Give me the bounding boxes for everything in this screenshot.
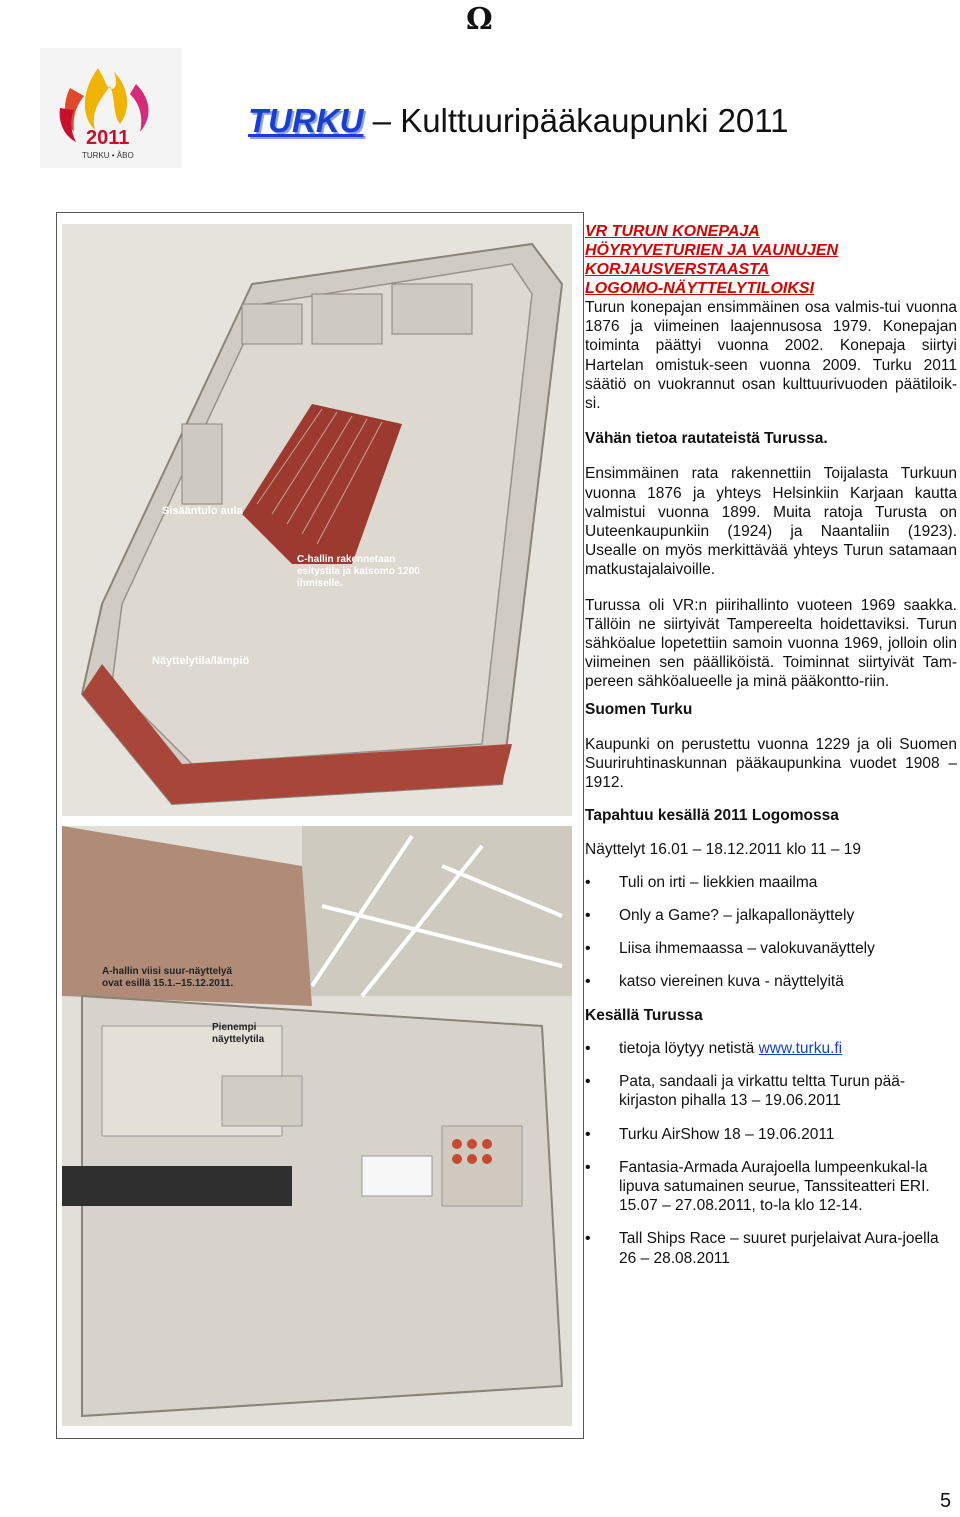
list-item: • Tuli on irti – liekkien maailma bbox=[585, 873, 957, 892]
label-c-halli: C-hallin rakennetaan esitystila ja katsomo 1200 ihmiselle. bbox=[297, 554, 420, 589]
label-nayttelytila: Näyttelytila/lämpiö bbox=[152, 655, 250, 667]
city-heading: Suomen Turku bbox=[585, 700, 693, 718]
list-item: • Pata, sandaali ja virkattu teltta Turun pää-kirjaston pihalla 13 – 19.06.2011 bbox=[585, 1072, 957, 1110]
label-a-halli: A-hallin viisi suur-näyttelyä ovat esillä 15.1.–15.12.2011. bbox=[102, 966, 234, 989]
label-pienempi: Pienempi näyttelytila bbox=[212, 1022, 265, 1045]
exhibitions-line: Näyttelyt 16.01 – 18.12.2011 klo 11 – 19 bbox=[585, 840, 862, 858]
list-item: • Turku AirShow 18 – 19.06.2011 bbox=[585, 1125, 957, 1144]
city-paragraph: Kaupunki on perustettu vuonna 1229 ja oli Suomen Suuriruhtinaskunnan pääkaupunkina vuodet 1908 – 1912. bbox=[585, 735, 957, 792]
title-city: TURKU bbox=[248, 102, 364, 139]
logomo-floorplan-upper bbox=[62, 224, 572, 816]
page-title: TURKU – Kulttuuripääkaupunki 2011 bbox=[248, 102, 789, 139]
logo-subtext: TURKU • ÅBO bbox=[82, 151, 134, 160]
summer-heading: Kesällä Turussa bbox=[585, 1006, 703, 1024]
rail-paragraph: Ensimmäinen rata rakennettiin Toijalasta Turkuun vuonna 1876 ja yhteys Helsinkiin Karjaan kautta valmistui vuonna 1899. Muita ratoja Turusta on Uuteenkaupunkiin (1924) ja Naantaliin (1923). Usealle on myös merkittävää yhteys Turun satamaan matkustajalaivoille. bbox=[585, 465, 957, 579]
list-item: • tietoja löytyy netistä www.turku.fi bbox=[585, 1039, 957, 1058]
article-column bbox=[585, 222, 957, 1268]
title-rest: Kulttuuripääkaupunki 2011 bbox=[400, 102, 789, 139]
logo-year: 2011 bbox=[86, 127, 130, 149]
turku-link[interactable]: www.turku.fi bbox=[758, 1039, 843, 1057]
list-item: • Only a Game? – jalkapallonäyttely bbox=[585, 906, 957, 925]
vr-paragraph: Turussa oli VR:n piirihallinto vuoteen 1969 saakka. Tällöin ne siirtyivät Tampereelta hoidettaviksi. Turun sähköalue lopetettiin samoin vuonna 1969, jolloin olin viimeinen sen päälliköistä. Toiminnat siirtyivät Tam-pereen sähköalueelle ja minä pääkontto-riin. bbox=[585, 596, 957, 691]
page-number: 5 bbox=[940, 1490, 952, 1512]
list-item: • Fantasia-Armada Aurajoella lumpeenkukal-la lipuva satumainen seurue, Tanssiteatteri ERI. 15.07 – 27.08.2011, to-la klo 12-14. bbox=[585, 1158, 957, 1216]
events-heading: Tapahtuu kesällä 2011 Logomossa bbox=[585, 807, 839, 825]
summer-list bbox=[585, 1039, 957, 1268]
label-sisaantulo: Sisääntulo aula bbox=[162, 505, 243, 517]
omega-symbol: Ω bbox=[466, 2, 493, 37]
list-item: • Liisa ihmemaassa – valokuvanäyttely bbox=[585, 939, 957, 958]
logomo-floorplan-lower bbox=[62, 826, 572, 1426]
exhibition-list bbox=[585, 873, 957, 992]
list-item: • Tall Ships Race – suuret purjelaivat Aura-joella 26 – 28.08.2011 bbox=[585, 1229, 957, 1267]
rail-heading: Vähän tietoa rautateistä Turussa. bbox=[585, 430, 828, 448]
turku-2011-logo bbox=[40, 48, 182, 168]
intro-paragraph: Turun konepajan ensimmäinen osa valmis-tui vuonna 1876 ja viimeinen laajennusosa 1979. Konepajan toiminta päättyi vuonna 2002. Konepaja siirtyi Hartelan omistuk-seen vuonna 2009. Turku 2011 säätiö on vuokrannut osan kulttuurivuoden päätiloik-si. bbox=[585, 299, 957, 413]
article-heading: VR TURUN KONEPAJA HÖYRYVETURIEN JA VAUNUJEN KORJAUSVERSTAASTA LOGOMO-NÄYTTELYTILOIKSI bbox=[585, 223, 839, 297]
list-item: • katso viereinen kuva - näyttelyitä bbox=[585, 972, 957, 991]
